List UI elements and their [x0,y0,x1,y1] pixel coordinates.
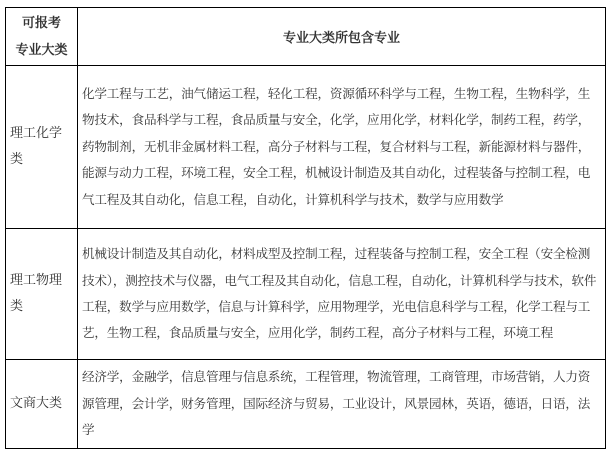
category-line1: 理工化学 [10,126,63,141]
header-category-line1: 可报考 [21,15,61,31]
category-cell [6,66,78,229]
category-cell [6,360,78,449]
majors-cell: 化学工程与工艺，油气储运工程，轻化工程，资源循环科学与工程，生物工程，生物科学，生物技术，食品科学与工程，食品质量与安全，化学，应用化学，材料化学，制药工程，药学，药物制剂，无机非金属材料工程，高分子材料与工程，复合材料与工程，新能源材料与器件，能源与动力工程，环境工程，安全工程，机械设计制造及其自动化，过程装备与控制工程，电气工程及其自动化，信息工程，自动化，计算机科学与技术，数学与应用数学 [78,66,606,229]
header-row [6,8,606,66]
header-category-cell [6,8,78,66]
header-category-line2: 专业大类 [15,42,68,58]
category-cell [6,229,78,360]
majors-cell: 机械设计制造及其自动化，材料成型及控制工程，过程装备与控制工程，安全工程（安全检测技术），测控技术与仪器，电气工程及其自动化，信息工程，自动化，计算机科学与技术，软件工程，数学与应用数学，信息与计算科学，应用物理学，光电信息科学与工程，化学工程与工艺，生物工程，食品质量与安全，应用化学，制药工程，高分子材料与工程，环境工程 [78,229,606,360]
category-line2: 类 [10,152,24,167]
category-line2: 类 [10,299,24,314]
table-row [6,66,606,229]
table-row [6,360,606,449]
category-line1: 文商大类 [10,396,63,411]
header-majors-cell: 专业大类所包含专业 [78,8,606,66]
majors-cell: 经济学，金融学，信息管理与信息系统，工程管理，物流管理，工商管理，市场营销，人力资源管理，会计学，财务管理，国际经济与贸易，工业设计，风景园林，英语，德语，日语，法学 [78,360,606,449]
majors-table [5,7,606,449]
table-row [6,229,606,360]
category-line1: 理工物理 [10,273,63,288]
